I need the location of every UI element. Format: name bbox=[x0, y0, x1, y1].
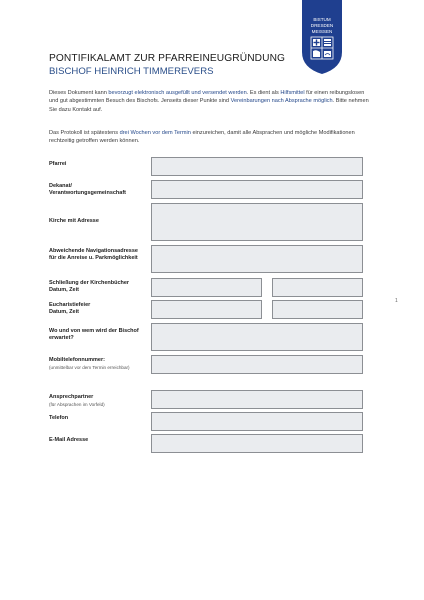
kirchenbuecher-time-field[interactable] bbox=[272, 278, 363, 297]
label-telefon: Telefon bbox=[49, 415, 69, 421]
label-kirchenbuecher: Schließung der Kirchenbücher Datum, Zeit bbox=[49, 280, 130, 294]
label-dekanat: Dekanat/ Verantwortungsgemeinschaft bbox=[49, 183, 127, 197]
label-pfarrei: Pfarrei bbox=[49, 161, 67, 167]
bischof-field[interactable] bbox=[151, 323, 363, 351]
ansprech-field[interactable] bbox=[151, 390, 363, 409]
page-number: 1 bbox=[395, 298, 398, 304]
label-kirche: Kirche mit Adresse bbox=[49, 218, 99, 224]
label-bischof: Wo und von wem wird der Bischof erwartet? bbox=[49, 328, 139, 342]
intro-paragraph-1: Dieses Dokument kann bevorzugt elektronisch ausgefüllt und versendet werden. Es dient als Hilfsmittel für einen reibungslosen und gut abgestimmten Besuch des Bischofs. Jenseits dieser Punkte sind Vereinbarungen nach Absprache möglich. Bitte nehmen Sie dazu Kontakt auf. bbox=[49, 90, 369, 113]
mobil-field[interactable] bbox=[151, 355, 363, 374]
document-title: PONTIFIKALAMT ZUR PFARREINEUGRÜNDUNG bbox=[49, 53, 286, 64]
navigation-field[interactable] bbox=[151, 245, 363, 273]
label-ansprech: Ansprechpartner (für Absprachen im Vorfeld) bbox=[49, 394, 105, 408]
label-navigation: Abweichende Navigationsadresse für die Anreise u. Parkmöglichkeit bbox=[49, 248, 138, 262]
label-eucharistie: Eucharistiefeier Datum, Zeit bbox=[49, 302, 91, 316]
label-email: E-Mail Adresse bbox=[49, 437, 89, 443]
kirche-field[interactable] bbox=[151, 203, 363, 241]
intro-paragraph-2: Das Protokoll ist spätestens drei Wochen vor dem Termin einzureichen, damit alle Absprachen und mögliche Modifikationen rechtzeitig getroffen werden können. bbox=[49, 130, 355, 145]
eucharistie-date-field[interactable] bbox=[151, 300, 262, 319]
logo-text-3: MEISSEN bbox=[311, 29, 333, 34]
kirchenbuecher-date-field[interactable] bbox=[151, 278, 262, 297]
email-field[interactable] bbox=[151, 434, 363, 453]
pfarrei-field[interactable] bbox=[151, 157, 363, 176]
logo-text-2: DRESDEN bbox=[310, 23, 334, 28]
logo-text-1: BISTUM bbox=[313, 17, 331, 22]
dekanat-field[interactable] bbox=[151, 180, 363, 199]
telefon-field[interactable] bbox=[151, 412, 363, 431]
eucharistie-time-field[interactable] bbox=[272, 300, 363, 319]
document-subtitle: BISCHOF HEINRICH TIMMEREVERS bbox=[49, 66, 214, 77]
label-mobil: Mobiltelefonnummer: (unmittelbar vor dem Termin erreichbar) bbox=[49, 357, 130, 371]
